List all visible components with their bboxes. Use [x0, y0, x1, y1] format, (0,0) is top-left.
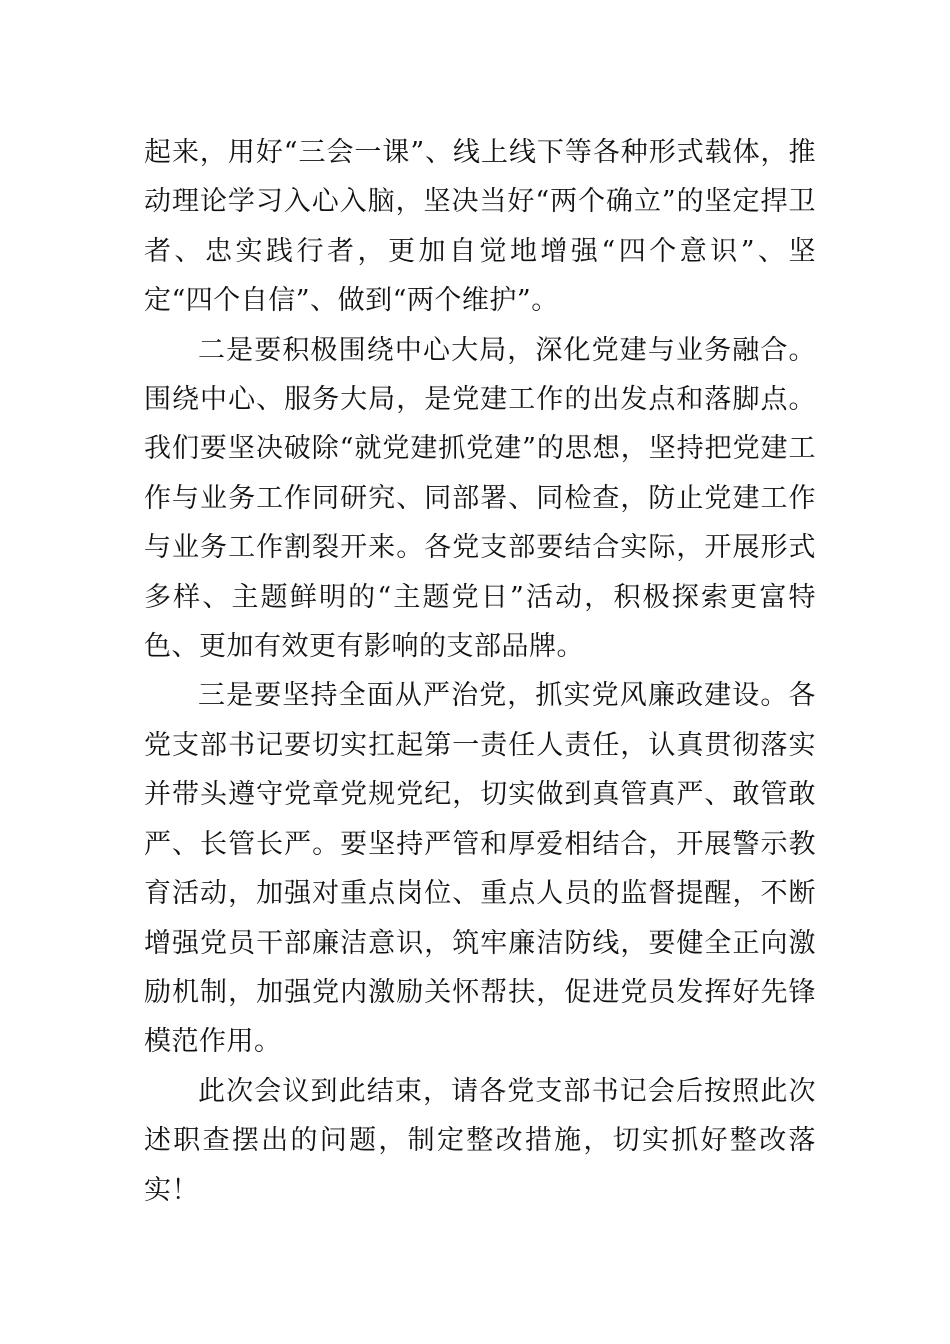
paragraph-continuation: 起来，用好“三会一课”、线上线下等各种形式载体，推动理论学习入心入脑，坚决当好“两个确立”的坚定捍卫者、忠实践行者，更加自觉地增强“四个意识”、坚定“四个自信”、做到“两个维护”。: [144, 137, 816, 317]
document-body: [144, 128, 816, 1215]
paragraph-point-three: 三是要坚持全面从严治党，抓实党风廉政建设。各党支部书记要切实扛起第一责任人责任，认真贯彻落实并带头遵守党章党规党纪，切实做到真管真严、敢管敢严、长管长严。要坚持严管和厚爱相结合，开展警示教育活动，加强对重点岗位、重点人员的监督提醒，不断增强党员干部廉洁意识，筑牢廉洁防线，要健全正向激励机制，加强党内激励关怀帮扶，促进党员发挥好先锋模范作用。: [144, 680, 816, 1058]
paragraph-closing: 此次会议到此结束，请各党支部书记会后按照此次述职查摆出的问题，制定整改措施，切实抓好整改落实！: [144, 1075, 816, 1206]
paragraph-point-two: 二是要积极围绕中心大局，深化党建与业务融合。围绕中心、服务大局，是党建工作的出发点和落脚点。我们要坚决破除“就党建抓党建”的思想，坚持把党建工作与业务工作同研究、同部署、同检查，防止党建工作与业务工作割裂开来。各党支部要结合实际，开展形式多样、主题鲜明的“主题党日”活动，积极探索更富特色、更加有效更有影响的支部品牌。: [144, 334, 816, 663]
